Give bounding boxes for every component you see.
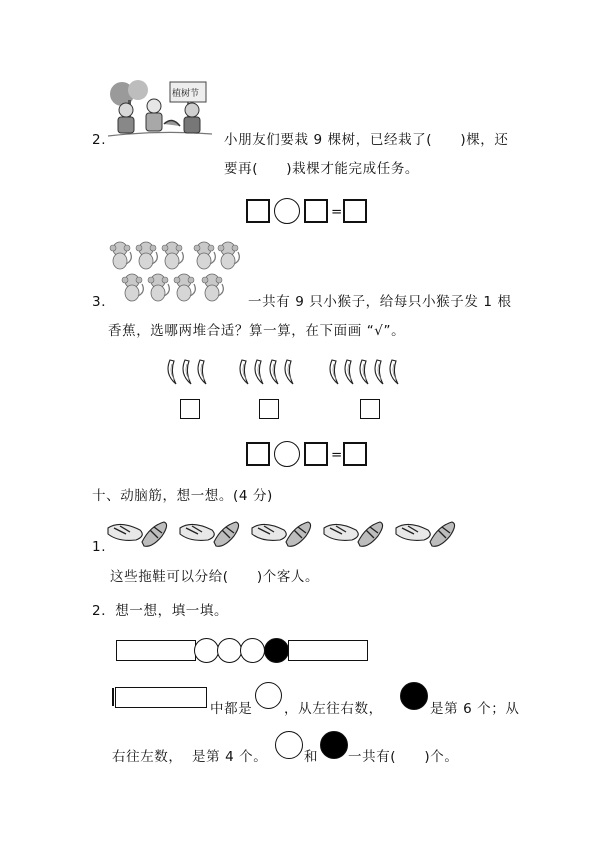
- slipper-pair-icon: [108, 522, 167, 546]
- operator-circle[interactable]: [274, 198, 300, 224]
- monkey-icon: [218, 242, 239, 269]
- slipper-pair-icon: [252, 522, 311, 546]
- pile2-checkbox[interactable]: [259, 399, 279, 419]
- rectangle-shape: [116, 640, 196, 661]
- line-b-start: 右往左数，: [112, 749, 183, 765]
- monkey-icon: [162, 242, 183, 269]
- q3-number: 3．: [92, 294, 116, 310]
- banana-icon: [390, 360, 398, 384]
- equals-sign: =: [331, 204, 343, 220]
- s10-q1-text: 这些拖鞋可以分给( )个客人。: [110, 569, 320, 585]
- slipper-pair-icon: [324, 522, 383, 546]
- answer-box[interactable]: [343, 442, 367, 466]
- circle-shape: [217, 638, 242, 663]
- equals-sign: =: [331, 447, 343, 463]
- slipper-pair-icon: [180, 522, 239, 546]
- section10-heading: 十、动脑筋，想一想。(4 分): [92, 488, 273, 504]
- circle-shape: [194, 638, 219, 663]
- answer-box[interactable]: [343, 199, 367, 223]
- s10-q1-number: 1.: [92, 539, 107, 555]
- slipper-pair-icon: [396, 522, 455, 546]
- monkey-icon: [122, 274, 143, 301]
- slippers-illustration: [106, 518, 466, 550]
- banana-piles: [160, 358, 420, 388]
- q3-line1: 一共有 9 只小猴子，给每只小猴子发 1 根: [248, 294, 512, 310]
- banana-icon: [285, 360, 293, 384]
- line-a-rest: ，从左往右数，: [284, 701, 383, 717]
- banana-icon: [183, 360, 191, 384]
- pile1-checkbox[interactable]: [180, 399, 200, 419]
- rectangle-left-edge: [112, 688, 114, 706]
- monkey-icon: [194, 242, 215, 269]
- line-b-mid: 是第 4 个。: [192, 749, 268, 765]
- filled-circle-shape: [264, 638, 289, 663]
- q3-line2: 香蕉，选哪两堆合适？算一算，在下面画 “√”。: [108, 323, 406, 339]
- answer-box[interactable]: [246, 199, 270, 223]
- line-b-and: 和: [304, 749, 319, 765]
- line-a-mid: 中都是: [210, 701, 253, 717]
- answer-box[interactable]: [304, 199, 328, 223]
- banana-icon: [360, 360, 368, 384]
- filled-circle-shape-inline: [400, 682, 428, 710]
- banana-icon: [345, 360, 353, 384]
- banana-icon: [330, 360, 338, 384]
- monkey-icon: [110, 242, 131, 269]
- sign-text: 植树节: [172, 89, 200, 99]
- line-b-end: 一共有( )个。: [348, 749, 459, 765]
- rectangle-shape: [288, 640, 368, 661]
- answer-box[interactable]: [304, 442, 328, 466]
- banana-icon: [270, 360, 278, 384]
- banana-icon: [240, 360, 248, 384]
- circle-shape-inline: [255, 682, 282, 709]
- monkey-icon: [202, 274, 223, 301]
- banana-icon: [255, 360, 263, 384]
- rectangle-shape-inline: [115, 687, 207, 708]
- s10-q2-heading: 2．想一想，填一填。: [92, 603, 229, 619]
- q2-line2: 要再( )栽棵才能完成任务。: [224, 161, 420, 177]
- line-a-end: 是第 6 个；从: [430, 701, 520, 717]
- operator-circle[interactable]: [274, 441, 300, 467]
- monkey-icon: [136, 242, 157, 269]
- q2-number: 2.: [92, 132, 107, 148]
- banana-icon: [375, 360, 383, 384]
- circle-shape-inline: [275, 731, 303, 759]
- pile3-checkbox[interactable]: [360, 399, 380, 419]
- banana-icon: [198, 360, 206, 384]
- monkeys-illustration: [110, 240, 250, 306]
- answer-box[interactable]: [246, 442, 270, 466]
- filled-circle-shape-inline: [320, 731, 348, 759]
- tree-planting-children-illustration: [108, 80, 212, 140]
- monkey-icon: [174, 274, 195, 301]
- q2-line1: 小朋友们要栽 9 棵树，已经栽了( )棵，还: [224, 132, 509, 148]
- circle-shape: [240, 638, 265, 663]
- banana-icon: [168, 360, 176, 384]
- monkey-icon: [148, 274, 169, 301]
